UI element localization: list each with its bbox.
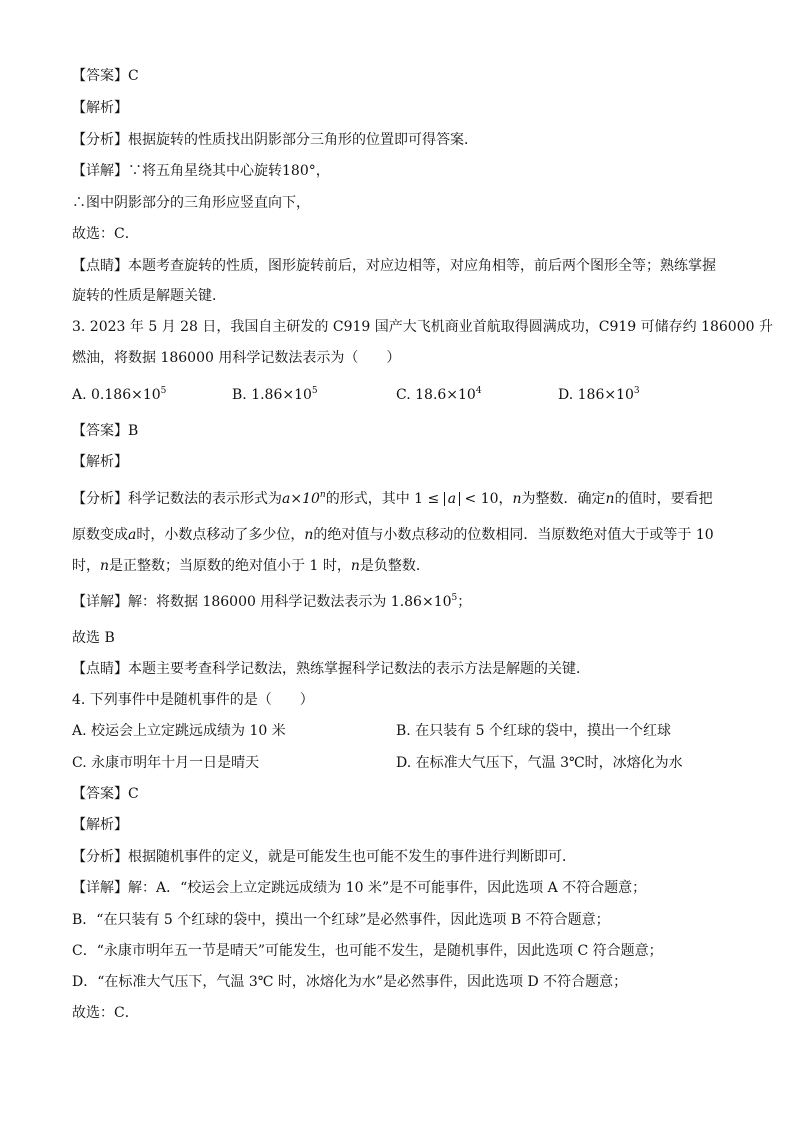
xiangjie-line-1: 【详解】∵将五角星绕其中心旋转180°，: [72, 163, 330, 179]
q4-choose: 故选：C．: [72, 1005, 139, 1021]
q3-analysis-heading: 【解析】: [72, 454, 128, 470]
q3-option-b: B. $1.86\times 10^5$: [232, 386, 318, 403]
q3-fenxi-line-3: 时，n是正整数；当原数的绝对值小于 1 时，n是负整数．: [72, 558, 430, 574]
q4-fenxi: 【分析】根据随机事件的定义，就是可能发生也可能不发生的事件进行判断即可．: [72, 849, 576, 865]
q4-answer: 【答案】C: [72, 786, 139, 802]
fenxi-line-1: 【分析】根据旋转的性质找出阴影部分三角形的位置即可得答案．: [72, 132, 478, 148]
q3-dianjing: 【点睛】本题主要考查科学记数法，熟练掌握科学记数法的表示方法是解题的关键．: [72, 661, 590, 677]
q4-option-a: A. 校运会上立定跳远成绩为 10 米: [72, 723, 286, 739]
analysis-heading-1: 【解析】: [72, 100, 128, 116]
q4-xiangjie-line-3: C．“永康市明年五一节是晴天”可能发生，也可能不发生，是随机事件，因此选项 C 符合题意；: [72, 943, 663, 959]
q3-xiangjie: 【详解】解：将数据 186000 用科学记数法表示为 $1.86\times 10^5$；: [72, 593, 472, 610]
xiangjie-line-3: 故选：C．: [72, 226, 139, 242]
q4-options-row-2: [72, 753, 722, 773]
q3-choose: 故选 B: [72, 630, 115, 646]
q3-fenxi-line-1: 【分析】科学记数法的表示形式为$a\times 10^n$的形式，其中 1 ≤ a < 10，n为整数．确定n的值时，要看把: [72, 490, 713, 507]
q4-stem: 4. 下列事件中是随机事件的是（ ）: [72, 692, 314, 708]
dianjing-line-2: 旋转的性质是解题关键．: [72, 288, 226, 304]
dianjing-line-1: 【点睛】本题考查旋转的性质，图形旋转前后，对应边相等，对应角相等，前后两个图形全等；熟练掌握: [72, 258, 716, 274]
q4-option-d: D. 在标准大气压下，气温 3℃时，冰熔化为水: [396, 755, 683, 771]
q3-option-c: C. $18.6\times 10^4$: [396, 386, 482, 403]
q3-stem-line-1: 3. 2023 年 5 月 28 日，我国自主研发的 C919 国产大飞机商业首航取得圆满成功，C919 可储存约 186000 升: [72, 319, 773, 335]
q4-options-row-1: [72, 721, 722, 741]
q4-analysis-heading: 【解析】: [72, 817, 128, 833]
q4-xiangjie-line-2: B．“在只装有 5 个红球的袋中，摸出一个红球”是必然事件，因此选项 B 不符合题意；: [72, 912, 610, 928]
q3-stem-line-2: 燃油，将数据 186000 用科学记数法表示为（ ）: [72, 350, 401, 366]
q4-option-c: C. 永康市明年十月一日是晴天: [72, 755, 260, 771]
q3-answer: 【答案】B: [72, 423, 139, 439]
xiangjie-line-2: ∴图中阴影部分的三角形应竖直向下，: [72, 195, 310, 211]
q4-xiangjie-line-4: D．“在标准大气压下，气温 3℃ 时，冰熔化为水”是必然事件，因此选项 D 不符合题意；: [72, 974, 628, 990]
q3-fenxi-line-2: 原数变成a时，小数点移动了多少位，n的绝对值与小数点移动的位数相同．当原数绝对值大于或等于 10: [72, 527, 714, 543]
q3-options: [72, 385, 722, 405]
q4-xiangjie-line-1: 【详解】解：A．“校运会上立定跳远成绩为 10 米”是不可能事件，因此选项 A 不符合题意；: [72, 880, 647, 896]
q3-option-a: A. $0.186\times 10^5$: [72, 386, 167, 403]
q3-option-d: D. $186\times 10^3$: [558, 386, 640, 403]
q4-option-b: B. 在只装有 5 个红球的袋中，摸出一个红球: [396, 723, 671, 739]
answer-line-1: 【答案】C: [72, 68, 139, 84]
